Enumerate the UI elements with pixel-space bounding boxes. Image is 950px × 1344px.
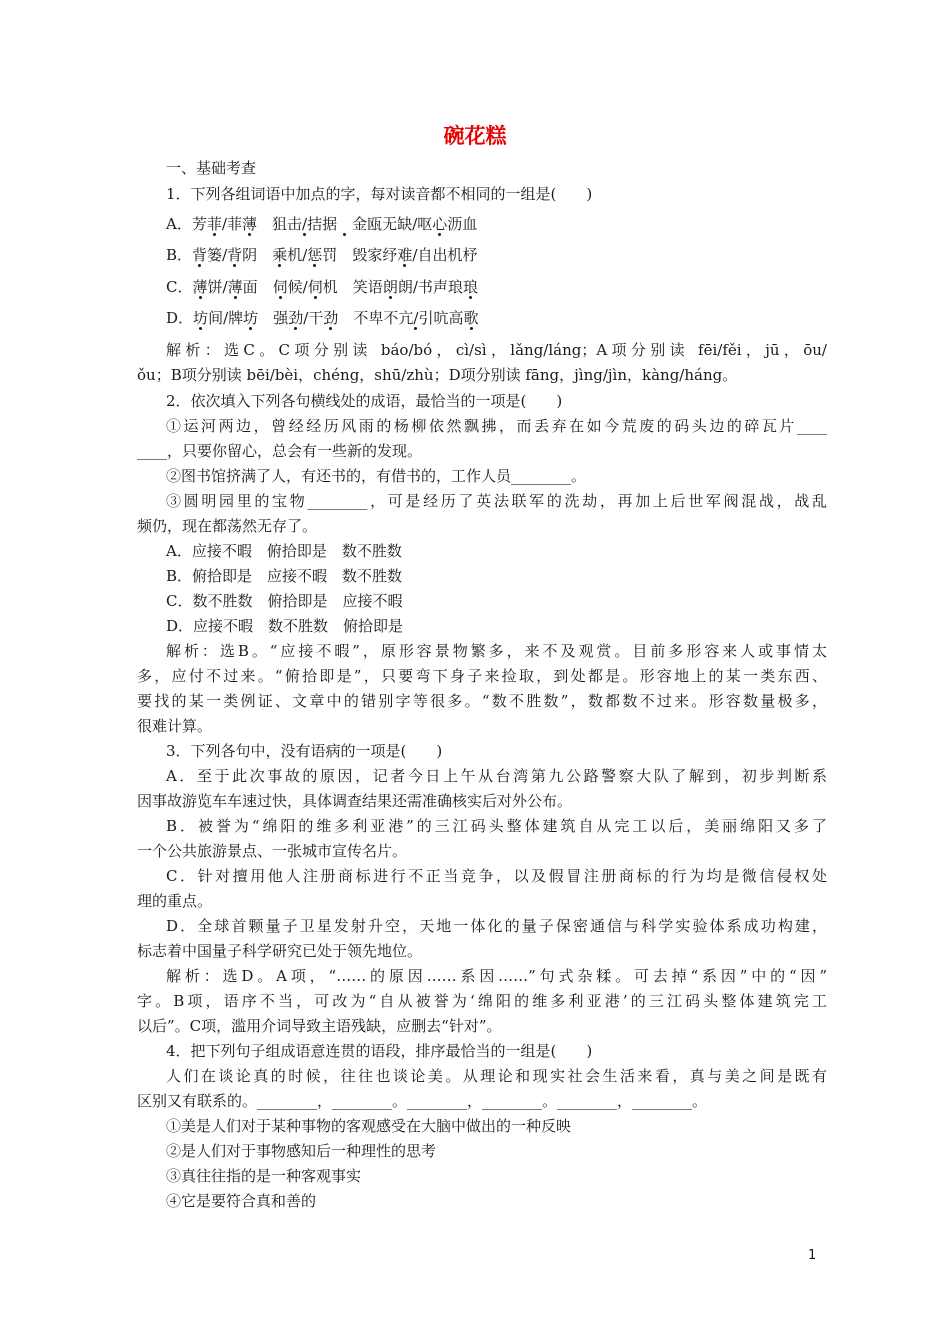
- text-line: ②是人们对于事物感知后一种理性的思考: [166, 1142, 437, 1160]
- emphasis-dot-char: [337, 215, 352, 233]
- text-line: 因事故游览车车速过快，具体调查结果还需准确核实后对外公布。: [137, 792, 573, 810]
- text-line: ③圆明园里的宝物________，可是经历了英法联军的洗劫，再加上后世军阀混战，战乱: [166, 492, 827, 510]
- text-line: 解析：选B。“应接不暇”，原形容景物繁多，来不及观赏。目前多形容来人或事情太: [166, 642, 827, 660]
- text-line: D．应接不暇 数不胜数 俯拾即是: [166, 617, 404, 635]
- emphasis-dot-char: 薄: [192, 278, 208, 296]
- text-line: 标志着中国量子科学研究已处于领先地位。: [137, 942, 423, 960]
- text-line: ǒu；B项分别读 bēi/bèi，chéng，shū/zhù；D项分别读 fāng，jìng/jìn，kàng/háng。: [137, 366, 738, 384]
- text-line: 一、基础考查: [166, 159, 257, 177]
- text-line: C．针对擅用他人注册商标进行不正当竞争，以及假冒注册商标的行为均是微信侵权处: [166, 867, 827, 885]
- emphasis-dot-char: 乘: [272, 246, 288, 264]
- emphasis-dot-char: 劲: [323, 309, 339, 327]
- emphasis-dot-char: 歌: [463, 309, 479, 327]
- text-line: 以后”。C项，滥用介词导致主语残缺，应删去“针对”。: [137, 1017, 502, 1035]
- emphasis-dot-char: 薄: [227, 278, 243, 296]
- page-title: 碗花糕: [443, 124, 507, 148]
- text-line: 频仍，现在都荡然无存了。: [137, 517, 318, 535]
- emphasis-dot-char: 琅: [462, 278, 478, 296]
- page-number: 1: [808, 1248, 817, 1263]
- emphasis-dot-char: 坊: [243, 309, 259, 327]
- emphasis-dot-char: 心: [432, 215, 448, 233]
- emphasis-dot-char: 坊: [193, 309, 209, 327]
- text-line: 解析：选C。C项分别读 báo/bó，cì/sì，lǎng/láng；A项分别读 fēi/fěi，jū，ōu/: [166, 341, 827, 359]
- text-line: 解析：选D。A项，“……的原因……系因……”句式杂糅。可去掉“系因”中的“因”: [166, 967, 827, 985]
- emphasis-dot-char: 劲: [288, 309, 304, 327]
- text-line: 要找的某一类例证、文章中的错别字等很多。“数不胜数”，数都数不过来。形容数量极多，: [137, 692, 827, 710]
- emphasis-dot-char: 难: [397, 246, 413, 264]
- text-line: 人们在谈论真的时候，往往也谈论美。从理论和现实社会生活来看，真与美之间是既有: [166, 1067, 827, 1085]
- text-line: ②图书馆挤满了人，有还书的，有借书的，工作人员________。: [166, 467, 587, 485]
- emphasis-dot-char: /: [302, 215, 308, 233]
- emphasis-dot-char: 伺: [307, 278, 323, 296]
- text-line: A．至于此次事故的原因，记者今日上午从台湾第九公路警察大队了解到，初步判断系: [166, 767, 827, 785]
- text-line: 区别又有联系的。________，________。________，________。________，________。: [137, 1092, 708, 1110]
- text-line: 理的重点。: [137, 892, 213, 910]
- emphasis-dot-char: 菲: [206, 215, 222, 233]
- emphasis-dot-char: 朗: [382, 278, 398, 296]
- text-line: 1．下列各组词语中加点的字，每对读音都不相同的一组是( ): [166, 185, 593, 203]
- text-line: ____，只要你留心，总会有一些新的发现。: [137, 442, 423, 460]
- emphasis-dot-char: 伺: [272, 278, 288, 296]
- text-line: A．芳菲/菲薄 狙击/拮据 金瓯无缺/呕心沥血: [166, 215, 478, 233]
- text-line: C．薄饼/薄面 伺候/伺机 笑语朗朗/书声琅琅: [166, 278, 478, 296]
- emphasis-dot-char: 惩: [307, 246, 323, 264]
- text-line: ①运河两边，曾经经历风雨的杨柳依然飘拂，而丢弃在如今荒废的码头边的碎瓦片____: [166, 417, 827, 435]
- text-line: C．数不胜数 俯拾即是 应接不暇: [166, 592, 403, 610]
- text-line: D．坊间/牌坊 强劲/干劲 不卑不亢/引吭高歌: [166, 309, 479, 327]
- text-line: ③真往往指的是一种客观事实: [166, 1167, 362, 1185]
- text-line: 4．把下列句子组成语意连贯的语段，排序最恰当的一组是( ): [166, 1042, 593, 1060]
- text-line: ④它是要符合真和善的: [166, 1192, 317, 1210]
- text-line: 一个公共旅游景点、一张城市宣传名片。: [137, 842, 408, 860]
- text-line: 多，应付不过来。“俯拾即是”，只要弯下身子来捡取，到处都是。形容地上的某一类东西、: [137, 667, 827, 685]
- emphasis-dot-char: 背: [192, 246, 208, 264]
- text-line: B．俯拾即是 应接不暇 数不胜数: [166, 567, 403, 585]
- text-line: B．背篓/背阴 乘机/惩罚 毁家纾难/自出机杼: [166, 246, 478, 264]
- text-line: 很难计算。: [137, 717, 213, 735]
- text-line: B．被誉为“绵阳的维多利亚港”的三江码头整体建筑自从完工以后，美丽绵阳又多了: [166, 817, 827, 835]
- emphasis-dot-char: 背: [227, 246, 243, 264]
- text-line: A．应接不暇 俯拾即是 数不胜数: [166, 542, 402, 560]
- text-line: 2．依次填入下列各句横线处的成语，最恰当的一项是( ): [166, 392, 563, 410]
- emphasis-dot-char: 薄: [241, 215, 257, 233]
- text-line: 3．下列各句中，没有语病的一项是( ): [166, 742, 443, 760]
- text-line: 字。B项，语序不当，可改为“自从被誉为‘绵阳的维多利亚港’的三江码头整体建筑完工: [137, 992, 827, 1010]
- text-line: D．全球首颗量子卫星发射升空，天地一体化的量子保密通信与科学实验体系成功构建，: [166, 917, 827, 935]
- emphasis-dot-char: /: [413, 309, 419, 327]
- text-line: ①美是人们对于某种事物的客观感受在大脑中做出的一种反映: [166, 1117, 572, 1135]
